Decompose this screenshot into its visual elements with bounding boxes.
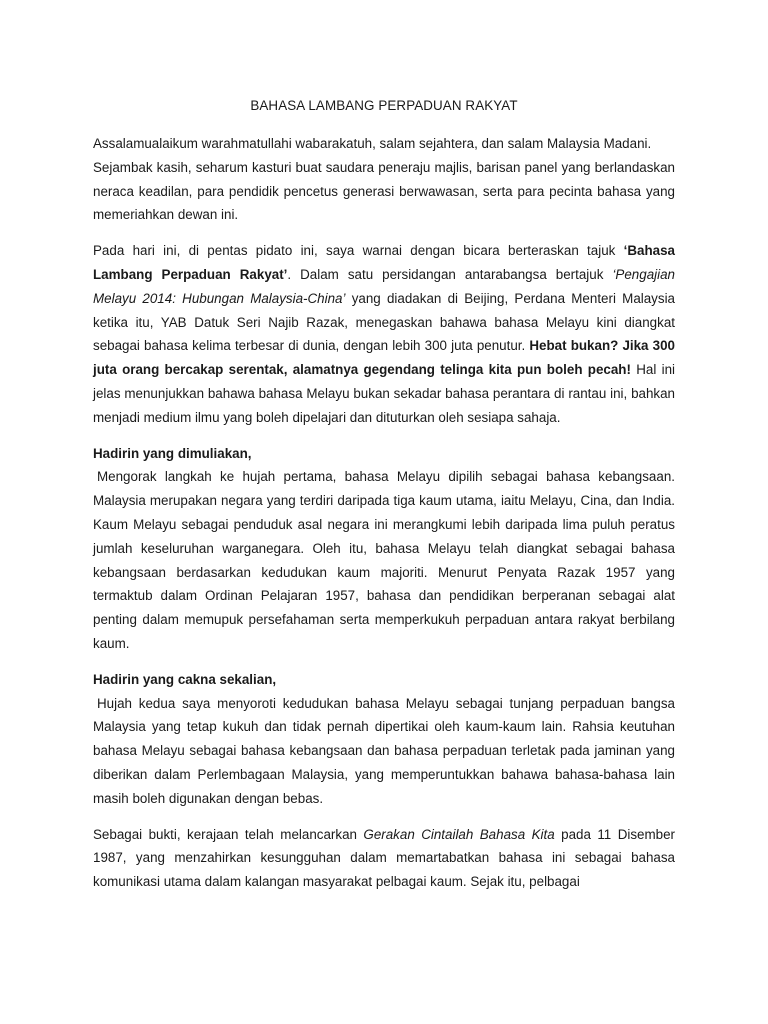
intro-conference-italic: ‘Pengajian Melayu 2014: Hubungan Malaysia-China’ — [93, 266, 675, 306]
document-title: BAHASA LAMBANG PERPADUAN RAKYAT — [250, 98, 518, 113]
argument-1-paragraph: Mengorak langkah ke hujah pertama, bahasa Melayu dipilih sebagai bahasa kebangsaan. Malaysia merupakan negara yang terdiri daripada tiga kaum utama, iaitu Melayu, Cina, dan India. Kaum Melayu sebagai penduduk asal negara ini merangkumi lebih daripada lima puluh peratus jumlah keseluruhan warganegara. Oleh itu, bahasa Melayu telah diangkat sebagai bahasa kebangsaan berdasarkan kedudukan kaum majoriti. Menurut Penyata Razak 1957 yang termaktub dalam Ordinan Pelajaran 1957, bahasa dan pendidikan berperanan sebagai alat penting dalam memupuk persefahaman serta memperkukuh perpaduan antara rakyat berbilang kaum. — [93, 469, 675, 651]
intro-text-2: . Dalam satu persidangan antarabangsa bertajuk — [287, 266, 613, 282]
intro-paragraph — [93, 239, 675, 429]
address-heading-1: Hadirin yang dimuliakan, — [93, 445, 252, 461]
evidence-campaign-italic: Gerakan Cintailah Bahasa Kita — [363, 826, 555, 842]
intro-title-bold: ‘Bahasa Lambang Perpaduan Rakyat’ — [93, 243, 675, 282]
intro-text-3: yang diadakan di Beijing, Perdana Menteri Malaysia ketika itu, YAB Datuk Seri Najib Razak, menegaskan bahawa bahasa Melayu kini diangkat sebagai bahasa kelima terbesar di dunia, dengan lebih 300 juta penutur. — [93, 290, 675, 354]
intro-hook-bold: Hebat bukan? Jika 300 juta orang bercakap serentak, alamatnya gegendang telinga kita pun boleh pecah! — [93, 338, 675, 378]
evidence-text-1: Sebagai bukti, kerajaan telah melancarkan — [93, 826, 364, 842]
intro-text-1: Pada hari ini, di pentas pidato ini, saya warnai dengan bicara berteraskan tajuk — [93, 243, 624, 259]
evidence-paragraph — [93, 823, 675, 894]
argument-2-paragraph: Hujah kedua saya menyoroti kedudukan bahasa Melayu sebagai tunjang perpaduan bangsa Malaysia yang tetap kukuh dan tidak pernah dipertikai oleh kaum-kaum lain. Rahsia keutuhan bahasa Melayu sebagai bahasa kebangsaan dan bahasa perpaduan terletak pada jaminan yang diberikan dalam Perlembagaan Malaysia, yang memperuntukkan bahawa bahasa-bahasa lain masih boleh digunakan dengan bebas. — [93, 695, 675, 806]
evidence-text-2: pada 11 Disember 1987, yang menzahirkan kesungguhan dalam memartabatkan bahasa ini sebagai bahasa komunikasi utama dalam kalangan masyarakat pelbagai kaum. Sejak itu, pelbagai — [93, 826, 675, 890]
address-heading-2: Hadirin yang cakna sekalian, — [93, 671, 277, 687]
intro-text-4: Hal ini jelas menunjukkan bahawa bahasa Melayu bukan sekadar bahasa perantara di rantau ini, bahkan menjadi medium ilmu yang boleh dipelajari dan dituturkan oleh sesiapa sahaja. — [93, 362, 675, 425]
salutation-paragraph: Sejambak kasih, seharum kasturi buat saudara peneraju majlis, barisan panel yang berlandaskan neraca keadilan, para pendidik pencetus generasi berwawasan, serta para pecinta bahasa yang memeriahkan dewan ini. — [93, 159, 675, 223]
greeting-paragraph: Assalamualaikum warahmatullahi wabarakatuh, salam sejahtera, dan salam Malaysia Madani. — [93, 136, 652, 151]
